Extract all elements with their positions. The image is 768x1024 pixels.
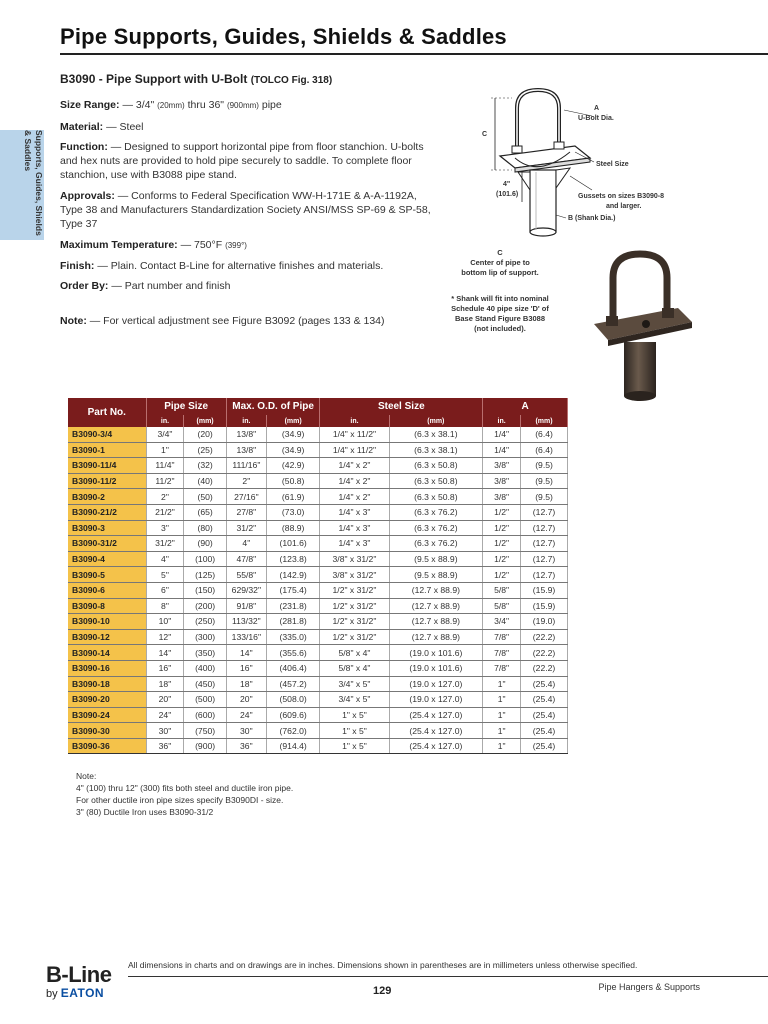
table-cell: (101.6) bbox=[266, 536, 320, 552]
table-cell: (32) bbox=[184, 458, 226, 474]
table-cell: 16" bbox=[146, 660, 184, 676]
table-cell: (88.9) bbox=[266, 520, 320, 536]
table-cell: 20" bbox=[226, 692, 266, 708]
label-4in: 4" bbox=[503, 181, 511, 188]
table-cell: 3/8" x 31/2" bbox=[320, 567, 389, 583]
material-label: Material: bbox=[60, 121, 104, 133]
part-number-cell: B3090-30 bbox=[68, 723, 146, 739]
table-cell: 1/4" x 3" bbox=[320, 504, 389, 520]
max-temp-c: (399°) bbox=[225, 241, 247, 250]
table-cell: (22.2) bbox=[521, 660, 568, 676]
table-cell: 1/2" x 31/2" bbox=[320, 582, 389, 598]
table-cell: (12.7) bbox=[521, 520, 568, 536]
header-steel-mm: (mm) bbox=[389, 415, 483, 427]
table-cell: 4" bbox=[226, 536, 266, 552]
spec-size-range bbox=[60, 98, 440, 113]
table-cell: 3/8" bbox=[483, 473, 521, 489]
table-cell: 1/4" x 2" bbox=[320, 489, 389, 505]
technical-drawing bbox=[460, 80, 700, 260]
product-photo bbox=[588, 248, 698, 403]
table-cell: 3/8" bbox=[483, 489, 521, 505]
table-cell: 5/8" bbox=[483, 598, 521, 614]
part-number-cell: B3090-21/2 bbox=[68, 504, 146, 520]
table-row bbox=[68, 660, 568, 676]
table-cell: (9.5 x 88.9) bbox=[389, 567, 483, 583]
table-cell: 47/8" bbox=[226, 551, 266, 567]
table-note-line3: For other ductile iron pipe sizes specify B3090DI - size. bbox=[76, 795, 284, 805]
product-photo-svg bbox=[588, 248, 698, 403]
table-note bbox=[76, 770, 293, 818]
logo-main: B-Line bbox=[46, 962, 112, 987]
table-cell: 1/2" bbox=[483, 536, 521, 552]
table-cell: 11/4" bbox=[146, 458, 184, 474]
table-cell: (300) bbox=[184, 629, 226, 645]
table-cell: (73.0) bbox=[266, 504, 320, 520]
table-cell: (12.7) bbox=[521, 551, 568, 567]
table-cell: 1" bbox=[483, 738, 521, 754]
table-cell: 7/8" bbox=[483, 660, 521, 676]
part-number-cell: B3090-4 bbox=[68, 551, 146, 567]
table-cell: 1" bbox=[483, 707, 521, 723]
table-row bbox=[68, 458, 568, 474]
size-range-mm2: (900mm) bbox=[226, 101, 259, 110]
header-pipe-mm: (mm) bbox=[184, 415, 226, 427]
table-cell: (25.4) bbox=[521, 738, 568, 754]
table-cell: (22.2) bbox=[521, 629, 568, 645]
table-cell: 5/8" x 4" bbox=[320, 645, 389, 661]
table-cell: (250) bbox=[184, 614, 226, 630]
label-ubolt: U-Bolt Dia. bbox=[578, 115, 614, 122]
table-cell: (6.3 x 76.2) bbox=[389, 520, 483, 536]
table-cell: (350) bbox=[184, 645, 226, 661]
table-cell: (22.2) bbox=[521, 645, 568, 661]
drawing-svg bbox=[460, 80, 700, 260]
table-cell: 1/4" bbox=[483, 442, 521, 458]
approvals-label: Approvals: bbox=[60, 190, 115, 202]
table-cell: 1/4" x 2" bbox=[320, 458, 389, 474]
part-number-cell: B3090-12 bbox=[68, 629, 146, 645]
spec-order-by bbox=[60, 279, 440, 293]
size-range-dash: — bbox=[122, 99, 136, 111]
table-cell: 1" bbox=[483, 692, 521, 708]
table-cell: 1" x 5" bbox=[320, 723, 389, 739]
table-cell: (19.0 x 101.6) bbox=[389, 645, 483, 661]
table-row bbox=[68, 567, 568, 583]
table-cell: (12.7 x 88.9) bbox=[389, 582, 483, 598]
table-cell: 24" bbox=[146, 707, 184, 723]
table-cell: 5/8" bbox=[483, 582, 521, 598]
table-cell: (914.4) bbox=[266, 738, 320, 754]
label-steel-size: Steel Size bbox=[596, 161, 629, 168]
part-number-cell: B3090-18 bbox=[68, 676, 146, 692]
table-cell: 629/32" bbox=[226, 582, 266, 598]
table-cell: (142.9) bbox=[266, 567, 320, 583]
header-steel-size: Steel Size bbox=[320, 398, 483, 415]
table-cell: (150) bbox=[184, 582, 226, 598]
table-row bbox=[68, 536, 568, 552]
part-number-cell: B3090-16 bbox=[68, 660, 146, 676]
table-cell: 16" bbox=[226, 660, 266, 676]
table-row bbox=[68, 520, 568, 536]
spec-note bbox=[60, 314, 440, 328]
table-cell: (25.4) bbox=[521, 676, 568, 692]
table-cell: (9.5 x 88.9) bbox=[389, 551, 483, 567]
table-cell: (25.4 x 127.0) bbox=[389, 738, 483, 754]
footer-rule bbox=[128, 976, 768, 977]
header-a-in: in. bbox=[483, 415, 521, 427]
side-tab-label: Supports, Guides, Shields & Saddles bbox=[23, 130, 44, 236]
table-cell: 11/2" bbox=[146, 473, 184, 489]
table-cell: 1" bbox=[146, 442, 184, 458]
table-cell: 30" bbox=[226, 723, 266, 739]
table-row bbox=[68, 738, 568, 754]
table-cell: (50) bbox=[184, 489, 226, 505]
table-cell: 5/8" x 4" bbox=[320, 660, 389, 676]
footer-section: Pipe Hangers & Supports bbox=[598, 982, 700, 992]
table-cell: (6.3 x 50.8) bbox=[389, 489, 483, 505]
table-cell: 1/2" x 31/2" bbox=[320, 629, 389, 645]
table-cell: (335.0) bbox=[266, 629, 320, 645]
table-cell: (12.7) bbox=[521, 504, 568, 520]
max-temp-value: — 750°F bbox=[177, 239, 226, 251]
table-cell: 5" bbox=[146, 567, 184, 583]
table-row bbox=[68, 551, 568, 567]
caption-s-line1: * Shank will fit into nominal bbox=[451, 294, 549, 303]
caption-s-line2: Schedule 40 pipe size 'D' of bbox=[451, 304, 549, 313]
table-cell: 1/4" x 11/2" bbox=[320, 427, 389, 442]
max-temp-label: Maximum Temperature: bbox=[60, 239, 178, 251]
table-cell: (100) bbox=[184, 551, 226, 567]
table-cell: 1/2" x 31/2" bbox=[320, 598, 389, 614]
caption-c-line1: Center of pipe to bbox=[470, 258, 530, 267]
table-cell: (231.8) bbox=[266, 598, 320, 614]
table-row bbox=[68, 598, 568, 614]
table-cell: (12.7 x 88.9) bbox=[389, 598, 483, 614]
table-cell: (175.4) bbox=[266, 582, 320, 598]
caption-s-line3: Base Stand Figure B3088 bbox=[454, 314, 546, 323]
tolco-ref: (TOLCO Fig. 318) bbox=[250, 75, 333, 86]
part-number-cell: B3090-24 bbox=[68, 707, 146, 723]
table-cell: 1/4" x 2" bbox=[320, 473, 389, 489]
table-cell: (25.4 x 127.0) bbox=[389, 707, 483, 723]
table-cell: 133/16" bbox=[226, 629, 266, 645]
label-gussets: Gussets on sizes B3090-8 bbox=[578, 193, 664, 200]
table-cell: (12.7) bbox=[521, 536, 568, 552]
table-row bbox=[68, 629, 568, 645]
table-cell: 1/2" bbox=[483, 551, 521, 567]
header-pipe-size: Pipe Size bbox=[146, 398, 226, 415]
table-cell: 6" bbox=[146, 582, 184, 598]
table-cell: 12" bbox=[146, 629, 184, 645]
spec-table bbox=[68, 398, 568, 754]
table-cell: 1/2" bbox=[483, 520, 521, 536]
table-row bbox=[68, 723, 568, 739]
table-cell: 3/8" x 31/2" bbox=[320, 551, 389, 567]
table-cell: 1" bbox=[483, 723, 521, 739]
title-rule bbox=[60, 53, 768, 55]
table-cell: 21/2" bbox=[146, 504, 184, 520]
label-101: (101.6) bbox=[496, 191, 519, 198]
finish-value: — Plain. Contact B-Line for alternative finishes and materials. bbox=[94, 260, 384, 272]
material-value: — Steel bbox=[103, 121, 144, 133]
label-c-dim: C bbox=[482, 131, 488, 138]
table-cell: 91/8" bbox=[226, 598, 266, 614]
table-cell: (90) bbox=[184, 536, 226, 552]
table-cell: (6.3 x 50.8) bbox=[389, 458, 483, 474]
part-number-cell: B3090-6 bbox=[68, 582, 146, 598]
table-cell: 2" bbox=[146, 489, 184, 505]
table-cell: (12.7) bbox=[521, 567, 568, 583]
part-number-cell: B3090-11/2 bbox=[68, 473, 146, 489]
table-cell: 13/8" bbox=[226, 442, 266, 458]
caption-c-letter: C bbox=[497, 248, 503, 257]
table-note-title: Note: bbox=[76, 771, 97, 781]
table-cell: (20) bbox=[184, 427, 226, 442]
table-cell: (508.0) bbox=[266, 692, 320, 708]
table-cell: 24" bbox=[226, 707, 266, 723]
part-number-cell: B3090-20 bbox=[68, 692, 146, 708]
table-cell: (200) bbox=[184, 598, 226, 614]
part-number-cell: B3090-5 bbox=[68, 567, 146, 583]
table-cell: (15.9) bbox=[521, 598, 568, 614]
product-heading bbox=[60, 72, 332, 86]
table-cell: (40) bbox=[184, 473, 226, 489]
table-cell: (19.0) bbox=[521, 614, 568, 630]
spec-material bbox=[60, 120, 440, 134]
table-cell: (609.6) bbox=[266, 707, 320, 723]
header-od-in: in. bbox=[226, 415, 266, 427]
part-number-cell: B3090-31/2 bbox=[68, 536, 146, 552]
table-cell: (25.4) bbox=[521, 707, 568, 723]
table-cell: 3/4" bbox=[146, 427, 184, 442]
table-cell: (9.5) bbox=[521, 489, 568, 505]
table-row bbox=[68, 692, 568, 708]
spec-approvals bbox=[60, 189, 440, 231]
table-cell: (19.0 x 127.0) bbox=[389, 692, 483, 708]
table-cell: 1/4" x 3" bbox=[320, 536, 389, 552]
table-cell: (6.4) bbox=[521, 442, 568, 458]
table-note-line2: 4" (100) thru 12" (300) fits both steel and ductile iron pipe. bbox=[76, 783, 294, 793]
table-cell: (500) bbox=[184, 692, 226, 708]
table-cell: (12.7 x 88.9) bbox=[389, 614, 483, 630]
table-cell: (355.6) bbox=[266, 645, 320, 661]
table-cell: 20" bbox=[146, 692, 184, 708]
table-cell: 14" bbox=[226, 645, 266, 661]
table-cell: (12.7 x 88.9) bbox=[389, 629, 483, 645]
table-note-line4: 3" (80) Ductile Iron uses B3090-31/2 bbox=[76, 807, 214, 817]
table-cell: (450) bbox=[184, 676, 226, 692]
table-cell: (6.3 x 38.1) bbox=[389, 442, 483, 458]
table-cell: (25.4 x 127.0) bbox=[389, 723, 483, 739]
table-cell: 55/8" bbox=[226, 567, 266, 583]
table-row bbox=[68, 442, 568, 458]
label-shank: B (Shank Dia.) bbox=[568, 215, 616, 222]
table-cell: 18" bbox=[226, 676, 266, 692]
label-gussets-2: and larger. bbox=[606, 203, 642, 210]
logo-by: by bbox=[46, 988, 61, 1000]
header-max-od: Max. O.D. of Pipe bbox=[226, 398, 320, 415]
table-cell: 36" bbox=[146, 738, 184, 754]
header-part-no: Part No. bbox=[68, 398, 146, 427]
part-number-cell: B3090-10 bbox=[68, 614, 146, 630]
order-label: Order By: bbox=[60, 280, 109, 292]
table-cell: (125) bbox=[184, 567, 226, 583]
size-range-mm1: (20mm) bbox=[157, 101, 185, 110]
table-cell: (600) bbox=[184, 707, 226, 723]
page-title: Pipe Supports, Guides, Shields & Saddles bbox=[60, 24, 507, 49]
eaton-logo: EATON bbox=[60, 986, 105, 1000]
caption-s-line4: (not included). bbox=[474, 324, 526, 333]
table-cell: (762.0) bbox=[266, 723, 320, 739]
part-number-cell: B3090-1 bbox=[68, 442, 146, 458]
order-value: — Part number and finish bbox=[108, 280, 231, 292]
table-cell: 1/4" x 11/2" bbox=[320, 442, 389, 458]
table-row bbox=[68, 582, 568, 598]
approvals-value: — Conforms to Federal Specification WW-H-171E & A-A-1192A, Type 38 and Manufacturers Standardization Society ANSI/MSS SP-69 & SP-58, Type 37 bbox=[60, 190, 431, 230]
table-cell: (6.3 x 50.8) bbox=[389, 473, 483, 489]
table-cell: 10" bbox=[146, 614, 184, 630]
table-cell: 113/32" bbox=[226, 614, 266, 630]
header-a: A bbox=[483, 398, 568, 415]
logo-by-line bbox=[46, 986, 111, 1000]
table-cell: 1/4" bbox=[483, 427, 521, 442]
b-line-logo bbox=[46, 962, 111, 1000]
finish-label: Finish: bbox=[60, 260, 95, 272]
table-row bbox=[68, 614, 568, 630]
drawing-caption-c bbox=[440, 248, 560, 278]
size-range-frac: 3/4" bbox=[135, 99, 155, 111]
table-cell: 1" x 5" bbox=[320, 707, 389, 723]
part-number-cell: B3090-3 bbox=[68, 520, 146, 536]
table-cell: 1" bbox=[483, 676, 521, 692]
label-a: A bbox=[594, 105, 600, 112]
table-cell: 2" bbox=[226, 473, 266, 489]
table-cell: (6.3 x 76.2) bbox=[389, 536, 483, 552]
table-row bbox=[68, 504, 568, 520]
footer-note: All dimensions in charts and on drawings are in inches. Dimensions shown in parentheses are in millimeters unless otherwise specified. bbox=[128, 960, 638, 970]
table-cell: 1/2" x 31/2" bbox=[320, 614, 389, 630]
table-cell: (9.5) bbox=[521, 458, 568, 474]
part-number-cell: B3090-14 bbox=[68, 645, 146, 661]
table-cell: 3" bbox=[146, 520, 184, 536]
table-cell: 7/8" bbox=[483, 645, 521, 661]
table-cell: (9.5) bbox=[521, 473, 568, 489]
size-range-label: Size Range: bbox=[60, 99, 120, 111]
header-a-mm: (mm) bbox=[521, 415, 568, 427]
table-row bbox=[68, 489, 568, 505]
table-row bbox=[68, 676, 568, 692]
table-cell: 7/8" bbox=[483, 629, 521, 645]
spec-max-temp bbox=[60, 238, 440, 253]
table-cell: (400) bbox=[184, 660, 226, 676]
table-cell: (50.8) bbox=[266, 473, 320, 489]
table-row bbox=[68, 473, 568, 489]
table-cell: (25.4) bbox=[521, 723, 568, 739]
table-cell: 3/8" bbox=[483, 458, 521, 474]
table-cell: (281.8) bbox=[266, 614, 320, 630]
table-cell: 27/16" bbox=[226, 489, 266, 505]
table-cell: 31/2" bbox=[226, 520, 266, 536]
table-cell: 1/2" bbox=[483, 567, 521, 583]
caption-c-line2: bottom lip of support. bbox=[461, 268, 539, 277]
function-label: Function: bbox=[60, 141, 108, 153]
table-cell: (25.4) bbox=[521, 692, 568, 708]
table-cell: 18" bbox=[146, 676, 184, 692]
table-cell: (80) bbox=[184, 520, 226, 536]
size-range-mid: thru 36" bbox=[184, 99, 227, 111]
table-cell: 111/16" bbox=[226, 458, 266, 474]
table-cell: (19.0 x 127.0) bbox=[389, 676, 483, 692]
table-cell: (406.4) bbox=[266, 660, 320, 676]
spec-finish bbox=[60, 259, 440, 273]
size-range-end: pipe bbox=[258, 99, 282, 111]
table-row bbox=[68, 645, 568, 661]
note-label: Note: bbox=[60, 315, 87, 327]
table-cell: 4" bbox=[146, 551, 184, 567]
table-cell: (61.9) bbox=[266, 489, 320, 505]
drawing-caption-shank bbox=[440, 294, 560, 334]
table-cell: 1/2" bbox=[483, 504, 521, 520]
table-cell: (750) bbox=[184, 723, 226, 739]
table-cell: 14" bbox=[146, 645, 184, 661]
table-cell: 1" x 5" bbox=[320, 738, 389, 754]
table-cell: (34.9) bbox=[266, 427, 320, 442]
table-cell: 3/4" bbox=[483, 614, 521, 630]
function-value: — Designed to support horizontal pipe from floor stanchion. U-bolts and hex nuts are provided to hold pipe securely to saddle. To complete floor stanchion, use with B3088 pipe stand. bbox=[60, 141, 424, 181]
part-number-cell: B3090-2 bbox=[68, 489, 146, 505]
table-row bbox=[68, 707, 568, 723]
table-cell: (6.3 x 76.2) bbox=[389, 504, 483, 520]
header-steel-in: in. bbox=[320, 415, 389, 427]
table-cell: 27/8" bbox=[226, 504, 266, 520]
table-cell: 3/4" x 5" bbox=[320, 692, 389, 708]
side-tab bbox=[0, 130, 44, 240]
table-cell: (123.8) bbox=[266, 551, 320, 567]
page-number: 129 bbox=[373, 985, 392, 997]
table-cell: 8" bbox=[146, 598, 184, 614]
table-cell: (900) bbox=[184, 738, 226, 754]
product-name: B3090 - Pipe Support with U-Bolt bbox=[60, 72, 248, 86]
part-number-cell: B3090-3/4 bbox=[68, 427, 146, 442]
table-cell: (15.9) bbox=[521, 582, 568, 598]
part-number-cell: B3090-8 bbox=[68, 598, 146, 614]
table-cell: (6.4) bbox=[521, 427, 568, 442]
header-od-mm: (mm) bbox=[266, 415, 320, 427]
table-cell: 36" bbox=[226, 738, 266, 754]
table-cell: 3/4" x 5" bbox=[320, 676, 389, 692]
table-cell: (34.9) bbox=[266, 442, 320, 458]
table-cell: (65) bbox=[184, 504, 226, 520]
table-cell: 13/8" bbox=[226, 427, 266, 442]
part-number-cell: B3090-36 bbox=[68, 738, 146, 754]
table-cell: (42.9) bbox=[266, 458, 320, 474]
note-value: — For vertical adjustment see Figure B3092 (pages 133 & 134) bbox=[86, 315, 385, 327]
table-cell: 1/4" x 3" bbox=[320, 520, 389, 536]
part-number-cell: B3090-11/4 bbox=[68, 458, 146, 474]
table-cell: (25) bbox=[184, 442, 226, 458]
table-cell: 30" bbox=[146, 723, 184, 739]
spec-table-body bbox=[68, 427, 568, 754]
table-row bbox=[68, 427, 568, 442]
table-cell: (19.0 x 101.6) bbox=[389, 660, 483, 676]
spec-function bbox=[60, 140, 440, 182]
header-pipe-in: in. bbox=[146, 415, 184, 427]
table-cell: 31/2" bbox=[146, 536, 184, 552]
table-cell: (457.2) bbox=[266, 676, 320, 692]
table-cell: (6.3 x 38.1) bbox=[389, 427, 483, 442]
